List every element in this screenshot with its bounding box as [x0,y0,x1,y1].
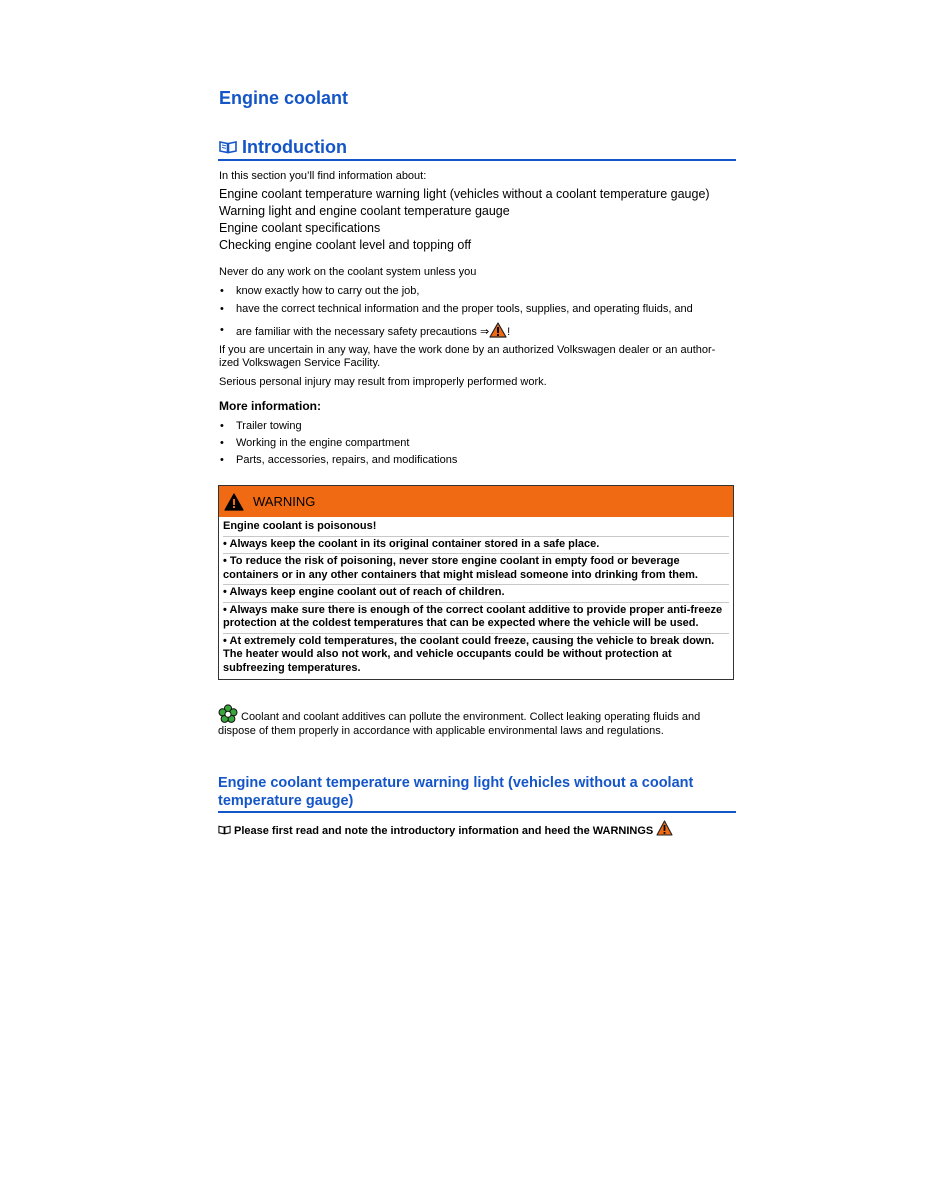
topic-link[interactable]: Engine coolant specifications [219,221,381,235]
environment-note [218,704,736,738]
warning-line: • At extremely cold temperatures, the coolant could freeze, causing the vehicle to break down. The heater would also not work, and vehicle occupants could be without protection at subfreezing temperatures. [223,634,715,674]
warning-line: Engine coolant is poisonous! [223,519,729,537]
list-item[interactable]: • Parts, accessories, repairs, and modifications [219,452,735,469]
warning-triangle-icon [224,493,244,511]
list-item [219,322,735,341]
more-info-title: More information: [219,399,321,413]
warning-line: • Always keep engine coolant out of reach of children. [223,585,729,603]
flower-environment-icon [218,704,238,724]
warning-triangle-icon[interactable] [656,820,673,836]
introduction-title: Introduction [242,136,347,157]
conditions-list [219,283,735,341]
topic-link[interactable]: Checking engine coolant level and topping off [219,238,472,252]
note-text: Please first read and note the introductory information and heed the WARNINGS [234,825,654,837]
uncertain-text: If you are uncertain in any way, have the work done by an authorized Volkswagen dealer or an author-ized Volkswagen Service Facility. [219,344,716,369]
introduction-header [218,135,736,161]
page-title: Engine coolant [219,88,349,108]
list-item: • have the correct technical information and the proper tools, supplies, and operating fluids, and [219,301,735,318]
intro-note [218,820,736,840]
list-item[interactable]: • Working in the engine compartment [219,435,735,452]
intro-lead: In this section you’ll find information about: [219,170,427,182]
warning-box [218,485,734,680]
condition-text: are familiar with the necessary safety precautions ⇒ [236,326,490,338]
book-icon [218,140,238,154]
warning-line: • Always keep the coolant in its original container stored in a safe place. [223,537,729,555]
environment-text: Coolant and coolant additives can pollute the environment. Collect leaking operating fluids and dispose of them properly in accordance with applicable environmental laws and regulations. [218,711,701,737]
topic-link[interactable]: Warning light and engine coolant temperature gauge [219,204,510,218]
condition-suffix: ! [507,326,511,338]
topic-list [219,186,735,254]
list-item: • know exactly how to carry out the job, [219,283,735,300]
never-text: Never do any work on the coolant system unless you [219,266,477,278]
warning-header [219,486,733,517]
topic-link[interactable]: Engine coolant temperature warning light (vehicles without a coolant temperature gauge) [219,187,710,201]
section-title: Engine coolant temperature warning light (vehicles without a coolant temperature gauge) [218,774,736,813]
more-info-list [219,418,735,469]
book-icon[interactable] [218,825,231,835]
injury-text: Serious personal injury may result from improperly performed work. [219,376,547,388]
warning-line: • To reduce the risk of poisoning, never store engine coolant in empty food or beverage containers or in any other containers that might mislead someone into drinking from them. [223,554,729,585]
list-item[interactable]: • Trailer towing [219,418,735,435]
warning-body [219,517,733,679]
warning-title: WARNING [253,494,316,509]
warning-line: • Always make sure there is enough of the correct coolant additive to provide proper anti-freeze protection at the coldest temperatures that can be expected where the vehicle will be used. [223,603,729,634]
warning-triangle-icon[interactable] [489,322,507,338]
